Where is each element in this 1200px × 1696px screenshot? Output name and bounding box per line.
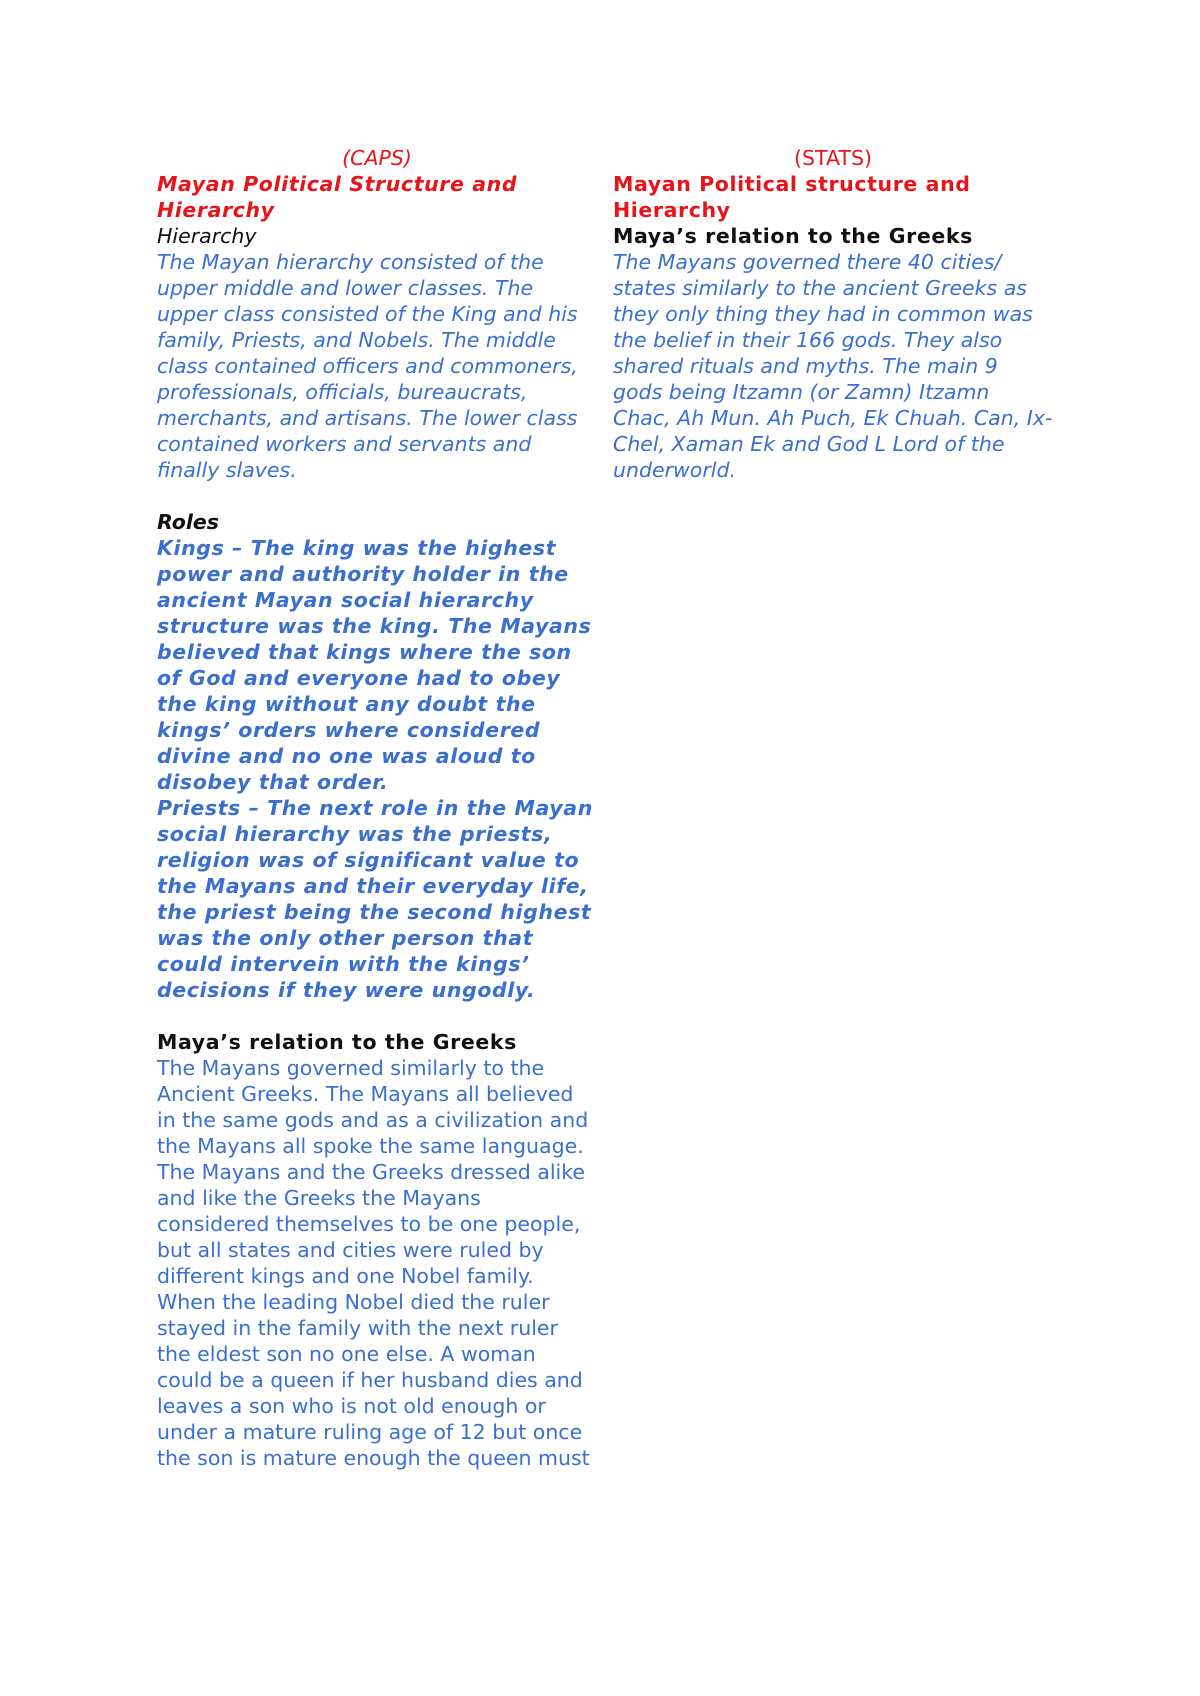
priests-paragraph: Priests – The next role in the Mayan social hierarchy was the priests, religion was of significant value to the Mayans and their everyday life, the priest being the second highest was the only other person that could intervein with the kings’ decisions if they were ungodly. <box>157 796 593 1002</box>
right-paragraph: The Mayans governed there 40 cities/ states similarly to the ancient Greeks as they only thing they had in common was the belief in their 166 gods. They also shared rituals and myths. The main 9 gods being Itzamn (or Zamn) Itzamn Chac, Ah Mun. Ah Puch, Ek Chuah. Can, Ix- Chel, Xaman Ek and God L Lord of the underworld. <box>613 250 1053 482</box>
hierarchy-subheading: Hierarchy <box>157 224 257 248</box>
kings-paragraph: Kings – The king was the highest power and authority holder in the ancient Mayan social hierarchy structure was the king. The Mayans believed that kings where the son of God and everyone had to obey the king without any doubt the kings’ orders where considered divine and no one was aloud to disobey that order. <box>157 536 592 794</box>
roles-heading: Roles <box>157 510 219 534</box>
right-title: Mayan Political structure and Hierarchy <box>613 172 971 222</box>
left-title: Mayan Political Structure and Hierarchy <box>157 172 518 222</box>
caps-label: (CAPS) <box>342 146 412 170</box>
right-subheading: Maya’s relation to the Greeks <box>613 224 973 248</box>
stats-label: (STATS) <box>794 146 872 170</box>
greeks-paragraph: The Mayans governed similarly to the Ancient Greeks. The Mayans all believed in the same gods and as a civilization and the Mayans all spoke the same language. The Mayans and the Greeks dressed alike and like the Greeks the Mayans considered themselves to be one people, but all states and cities were ruled by different kings and one Nobel family. When the leading Nobel died the ruler stayed in the family with the next ruler the eldest son no one else. A woman could be a queen if her husband dies and leaves a son who is not old enough or under a mature ruling age of 12 but once the son is mature enough the queen must <box>157 1056 590 1470</box>
right-column <box>613 145 1053 483</box>
hierarchy-paragraph: The Mayan hierarchy consisted of the upper middle and lower classes. The upper class consisted of the King and his family, Priests, and Nobels. The middle class contained officers and commoners, professionals, officials, bureaucrats, merchants, and artisans. The lower class contained workers and servants and finally slaves. <box>157 250 578 482</box>
greeks-heading: Maya’s relation to the Greeks <box>157 1030 517 1054</box>
left-column <box>157 145 597 1471</box>
